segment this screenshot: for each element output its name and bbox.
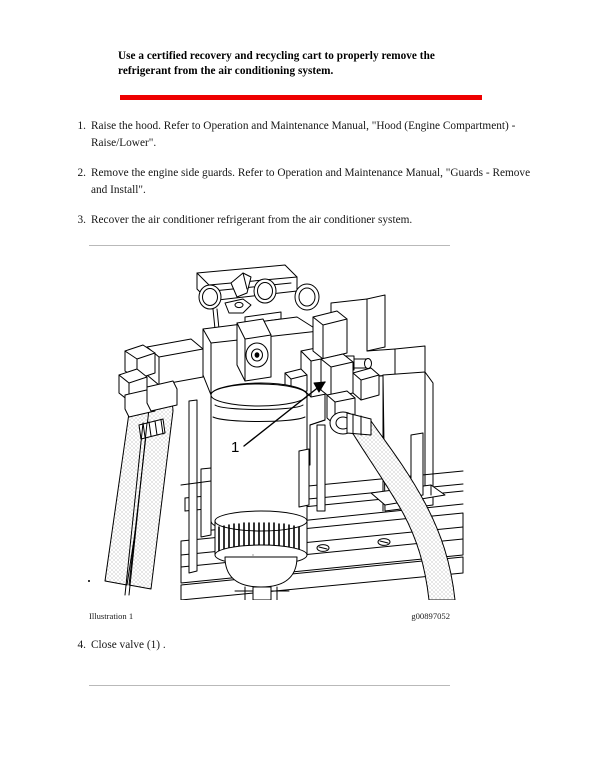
list-item [69,212,535,229]
step-text: Recover the air conditioner refrigerant from the air conditioner system. [91,214,413,226]
list-item [69,637,535,654]
figure-label: Illustration 1 [89,611,134,621]
procedure-step-list-continued [69,637,535,668]
stray-mark [88,580,90,582]
step-number: 2. [77,167,86,179]
list-item [69,165,535,198]
procedure-step-list [69,118,535,243]
step-text: Raise the hood. Refer to Operation and Maintenance Manual, "Hood (Engine Compartment) - Raise/Lower". [91,120,516,149]
callout-number-1: 1 [231,439,240,456]
figure-graphic-id: g00897052 [411,611,450,621]
safety-warning-text: Use a certified recovery and recycling cart to properly remove the refrigerant from the air conditioning system. [118,50,435,77]
step-number: 3. [77,214,86,226]
step-text: Close valve (1) . [91,639,166,651]
step-number: 4. [77,639,86,651]
figure-top-divider [89,245,450,246]
step-number: 1. [77,120,86,132]
warning-red-rule [120,95,482,100]
figure-bottom-divider [89,685,450,686]
technical-illustration [85,255,465,600]
step-text: Remove the engine side guards. Refer to Operation and Maintenance Manual, "Guards - Remove and Install". [91,167,531,196]
list-item [69,118,535,151]
